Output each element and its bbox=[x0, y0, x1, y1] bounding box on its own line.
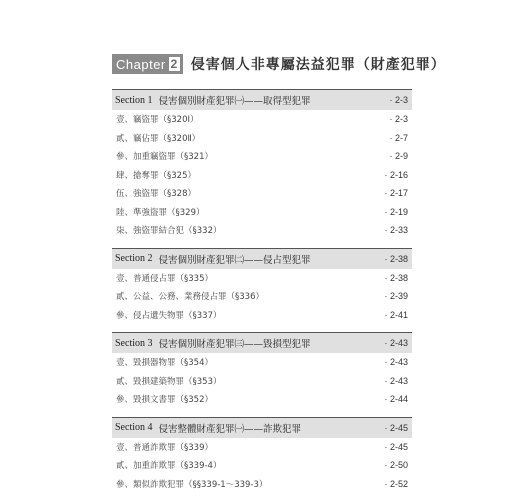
toc-item-title: 參、侵占遺失物罪（§337） bbox=[116, 310, 222, 321]
toc-item-page: · 2-43 bbox=[384, 357, 408, 368]
toc-item-title: 貳、公益、公務、業務侵占罪（§336） bbox=[116, 292, 264, 303]
section-page: · 2-38 bbox=[384, 253, 408, 264]
toc-item[interactable] bbox=[112, 390, 412, 409]
toc-item[interactable] bbox=[112, 372, 412, 391]
toc-item[interactable] bbox=[112, 147, 412, 166]
toc-item-title: 參、加重竊盜罪（§321） bbox=[116, 152, 213, 163]
toc-item[interactable] bbox=[112, 129, 412, 148]
toc-item-page: · 2-9 bbox=[389, 151, 408, 162]
section-title: 侵害個別財產犯罪㈠——取得型犯罪 bbox=[158, 96, 311, 107]
section-page: · 2-3 bbox=[389, 95, 408, 105]
section-label: Section 3 bbox=[115, 337, 153, 349]
toc-item-title: 參、毀損文書罪（§352） bbox=[116, 395, 213, 406]
section-3-heading[interactable] bbox=[112, 332, 412, 353]
toc-item[interactable] bbox=[112, 221, 412, 240]
toc-item-page: · 2-45 bbox=[384, 441, 408, 452]
section-title: 侵害個別財產犯罪㈡——侵占型犯罪 bbox=[158, 254, 311, 266]
toc-item-title: 柒、強盜罪結合犯（§332） bbox=[116, 226, 222, 237]
toc-item-title: 壹、竊盜罪（§320Ⅰ） bbox=[116, 115, 199, 126]
toc-item-page: · 2-52 bbox=[384, 478, 408, 489]
toc-item-title: 肆、搶奪罪（§325） bbox=[116, 170, 196, 181]
toc-item-page: · 2-17 bbox=[384, 188, 408, 199]
toc-item[interactable] bbox=[112, 438, 412, 457]
toc-item-page: · 2-3 bbox=[389, 114, 408, 125]
toc-item-page: · 2-44 bbox=[384, 394, 408, 405]
toc-item[interactable] bbox=[112, 306, 412, 325]
section-page: · 2-43 bbox=[384, 338, 408, 348]
toc-item[interactable] bbox=[112, 475, 412, 494]
table-of-contents bbox=[112, 89, 412, 493]
toc-item-title: 貳、竊佔罪（§320Ⅱ） bbox=[116, 133, 201, 144]
section-4-heading[interactable] bbox=[112, 417, 412, 438]
toc-item[interactable] bbox=[112, 166, 412, 185]
toc-item-title: 壹、普通詐欺罪（§339） bbox=[116, 442, 213, 453]
section-title: 侵害個別財產犯罪㈢——毀損型犯罪 bbox=[158, 339, 311, 350]
chapter-number: 2 bbox=[170, 57, 178, 71]
section-label: Section 4 bbox=[115, 422, 153, 433]
toc-item-page: · 2-16 bbox=[384, 169, 408, 180]
section-label: Section 2 bbox=[115, 253, 153, 264]
toc-item-page: · 2-38 bbox=[384, 272, 408, 283]
toc-item-title: 陸、準強盜罪（§329） bbox=[116, 207, 205, 218]
toc-item-page: · 2-7 bbox=[389, 132, 408, 143]
toc-item-page: · 2-41 bbox=[384, 309, 408, 320]
toc-item-title: 壹、普通侵占罪（§335） bbox=[116, 273, 213, 284]
toc-item-title: 貳、毀損建築物罪（§353） bbox=[116, 376, 222, 387]
toc-item[interactable] bbox=[112, 287, 412, 306]
toc-item-page: · 2-50 bbox=[384, 460, 408, 471]
chapter-title: 侵害個人非專屬法益犯罪（財產犯罪） bbox=[190, 57, 446, 73]
section-page: · 2-45 bbox=[384, 422, 408, 433]
toc-item[interactable] bbox=[112, 110, 412, 129]
toc-item[interactable] bbox=[112, 184, 412, 203]
section-2-heading[interactable] bbox=[112, 248, 412, 269]
toc-item[interactable] bbox=[112, 203, 412, 222]
toc-item-title: 壹、毀損器物罪（§354） bbox=[116, 358, 213, 369]
chapter-badge bbox=[112, 54, 183, 74]
toc-item[interactable] bbox=[112, 269, 412, 288]
section-title: 侵害整體財產犯罪㈠——詐欺犯罪 bbox=[158, 423, 302, 435]
toc-item-page: · 2-19 bbox=[384, 206, 408, 217]
chapter-header bbox=[112, 53, 446, 75]
toc-item[interactable] bbox=[112, 456, 412, 475]
toc-item-page: · 2-43 bbox=[384, 375, 408, 386]
chapter-label: Chapter bbox=[116, 56, 166, 72]
toc-item-title: 參、類似詐欺犯罪（§§339-1～339-3） bbox=[116, 479, 268, 490]
toc-item[interactable] bbox=[112, 353, 412, 372]
toc-item-title: 貳、加重詐欺罪（§339-4） bbox=[116, 461, 222, 472]
section-1-heading[interactable] bbox=[112, 89, 412, 110]
toc-item-page: · 2-33 bbox=[384, 225, 408, 236]
toc-item-title: 伍、強盜罪（§328） bbox=[116, 189, 196, 200]
toc-item-page: · 2-39 bbox=[384, 291, 408, 302]
section-label: Section 1 bbox=[115, 94, 153, 106]
